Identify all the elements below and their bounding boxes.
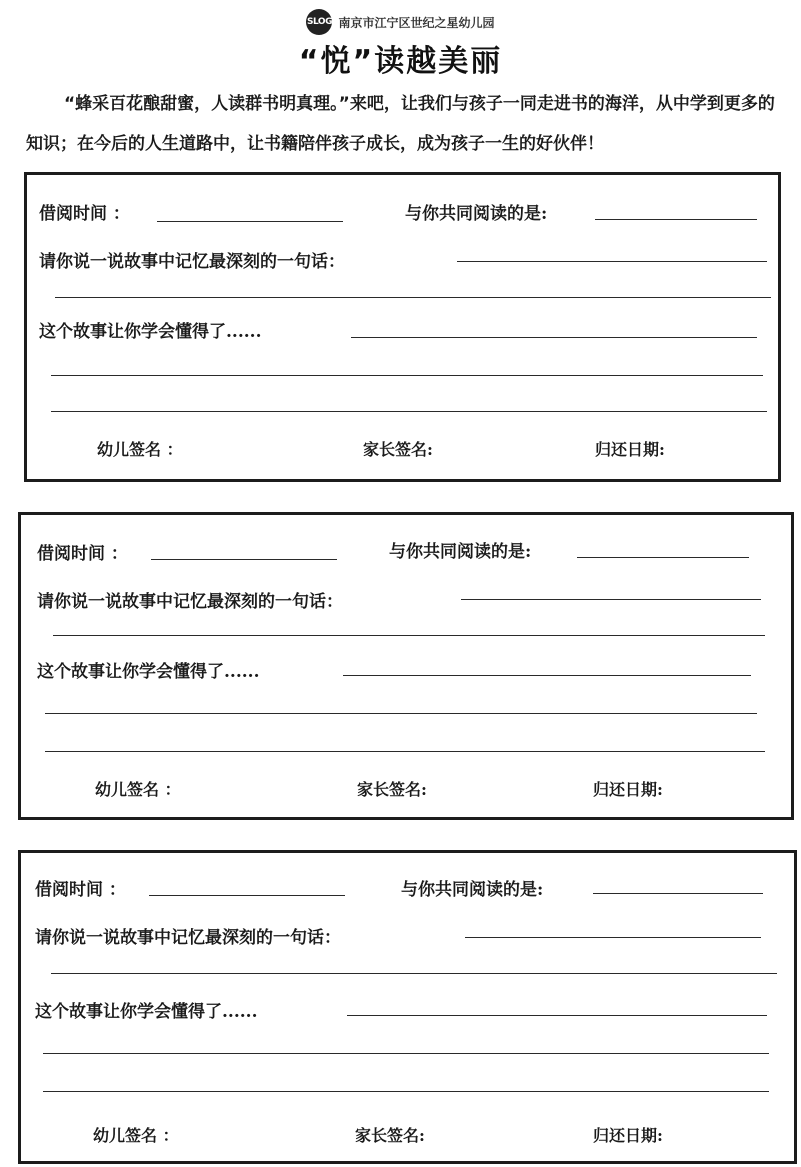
reading-card-2 <box>18 512 794 820</box>
memorable-sentence-line-1[interactable] <box>457 261 767 262</box>
return-date-label: 归还日期: <box>593 780 663 799</box>
lesson-learned-line-1[interactable] <box>347 1015 767 1016</box>
parent-signature-label: 家长签名: <box>363 440 433 459</box>
borrow-time-line[interactable] <box>149 895 345 896</box>
return-date-label: 归还日期: <box>593 1126 663 1145</box>
lesson-learned-line-3[interactable] <box>45 751 765 752</box>
lesson-learned-label: 这个故事让你学会懂得了...... <box>37 662 260 682</box>
return-date-label: 归还日期: <box>595 440 665 459</box>
borrow-time-line[interactable] <box>151 559 337 560</box>
lesson-learned-line-3[interactable] <box>51 411 767 412</box>
page-title: “悦”读越美丽 <box>298 44 503 79</box>
memorable-sentence-line-2[interactable] <box>55 297 771 298</box>
lesson-learned-line-1[interactable] <box>343 675 751 676</box>
read-with-line[interactable] <box>593 893 763 894</box>
header <box>0 8 801 36</box>
child-signature-label: 幼儿签名 ： <box>93 1126 179 1145</box>
lesson-learned-line-1[interactable] <box>351 337 757 338</box>
lesson-learned-line-2[interactable] <box>51 375 763 376</box>
read-with-label: 与你共同阅读的是: <box>401 880 544 900</box>
read-with-label: 与你共同阅读的是: <box>389 542 532 562</box>
borrow-time-label: 借阅时间 ： <box>37 544 128 564</box>
school-name: 南京市江宁区世纪之星幼儿园 <box>338 15 495 30</box>
lesson-learned-line-2[interactable] <box>45 713 757 714</box>
memorable-sentence-line-1[interactable] <box>461 599 761 600</box>
read-with-line[interactable] <box>577 557 749 558</box>
parent-signature-label: 家长签名: <box>355 1126 425 1145</box>
memorable-sentence-label: 请你说一说故事中记忆最深刻的一句话： <box>39 252 345 272</box>
school-logo-icon: SLOG <box>306 9 332 35</box>
memorable-sentence-line-1[interactable] <box>465 937 761 938</box>
child-signature-label: 幼儿签名 ： <box>95 780 181 799</box>
intro-paragraph: “蜂采百花酿甜蜜，人读群书明真理。”来吧，让我们与孩子一同走进书的海洋，从中学到更多的知识；在今后的人生道路中，让书籍陪伴孩子成长，成为孩子一生的好伙伴！ <box>26 94 775 154</box>
parent-signature-label: 家长签名: <box>357 780 427 799</box>
lesson-learned-label: 这个故事让你学会懂得了...... <box>39 322 262 342</box>
lesson-learned-line-2[interactable] <box>43 1053 769 1054</box>
reading-card-1 <box>24 172 781 482</box>
borrow-time-label: 借阅时间 ： <box>35 880 126 900</box>
lesson-learned-line-3[interactable] <box>43 1091 769 1092</box>
read-with-label: 与你共同阅读的是: <box>405 204 548 224</box>
lesson-learned-label: 这个故事让你学会懂得了...... <box>35 1002 258 1022</box>
child-signature-label: 幼儿签名 ： <box>97 440 183 459</box>
reading-card-3 <box>18 850 797 1164</box>
memorable-sentence-line-2[interactable] <box>51 973 777 974</box>
memorable-sentence-line-2[interactable] <box>53 635 765 636</box>
borrow-time-label: 借阅时间 ： <box>39 204 130 224</box>
borrow-time-line[interactable] <box>157 221 343 222</box>
memorable-sentence-label: 请你说一说故事中记忆最深刻的一句话： <box>35 928 341 948</box>
read-with-line[interactable] <box>595 219 757 220</box>
memorable-sentence-label: 请你说一说故事中记忆最深刻的一句话： <box>37 592 343 612</box>
